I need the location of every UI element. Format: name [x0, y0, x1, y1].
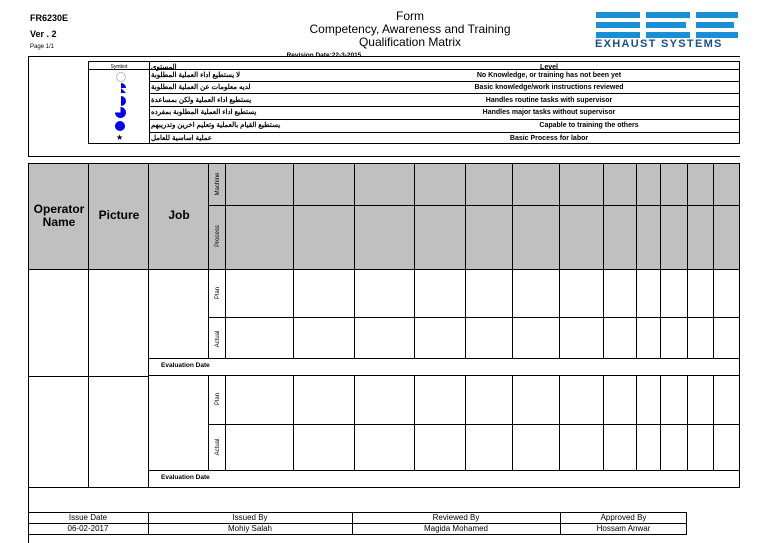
title-block: [280, 10, 540, 49]
legend-row: يستطيع اداء العملية ولكن بمساعدة Handles routine tasks with supervisor: [89, 95, 741, 106]
full-circle-icon: [115, 121, 125, 131]
legend-row: لديه معلومات عن العملية المطلوبة Basic knowledge/work instructions reviewed: [89, 82, 741, 93]
approved-by-value: Hossam Anwar: [596, 524, 651, 533]
legend-row: لا يستطيع اداء العملية المطلوبة No Knowledge, or training has not been yet: [89, 70, 741, 81]
legend-table: [88, 61, 740, 144]
machine-label: Machine: [215, 172, 221, 196]
logo-tagline: EXHAUST SYSTEMS: [595, 38, 723, 50]
half-circle-icon: [116, 96, 126, 106]
job-header: Job: [168, 208, 190, 222]
form-version: Ver . 2: [30, 29, 57, 39]
plan-label: Plan: [215, 287, 221, 300]
picture-header: Picture: [98, 208, 140, 222]
revision-date: Revision Date:22-3-2015: [286, 52, 362, 59]
matrix-grid: [28, 163, 740, 488]
reviewed-by-header: Reviewed By: [432, 513, 480, 522]
operator-name-header: Operator Name: [33, 202, 85, 229]
process-label: Process: [215, 225, 221, 247]
legend-row: يستطيع اداء العملية المطلوبة بمفرده Handles major tasks without supervisor: [89, 107, 741, 118]
reviewed-by-value: Magida Mohamed: [423, 524, 489, 533]
evaluation-date-label: Evaluation Date: [161, 362, 210, 369]
issued-by-value: Mohiy Salah: [227, 524, 273, 533]
quarter-circle-icon: [116, 83, 126, 93]
empty-circle-icon: [116, 72, 126, 82]
actual-label: Actual: [215, 330, 221, 348]
three-quarter-circle-icon: [115, 107, 126, 118]
star-icon: ★: [116, 133, 124, 142]
legend-row: يستطيع القيام بالعملية وتعليم اخرين وتدريبهم Capable to training the others: [89, 120, 741, 131]
form-code: FR6230E: [30, 13, 69, 23]
issued-by-header: Issued By: [232, 513, 268, 522]
legend-level-header: Level: [540, 64, 558, 71]
qualification-matrix: [28, 163, 740, 488]
company-logo: [594, 10, 740, 52]
actual-label: Actual: [215, 438, 221, 456]
title-main: Competency, Awareness and Training: [309, 22, 511, 36]
title-form: Form: [396, 9, 424, 23]
evaluation-date-label: Evaluation Date: [161, 474, 210, 481]
approved-by-header: Approved By: [600, 513, 647, 522]
approval-table: [28, 512, 687, 536]
legend-symbol-header: Symbot: [110, 64, 128, 70]
title-sub: Qualification Matrix: [358, 35, 462, 49]
legend-arabic-header: المستوى: [151, 64, 177, 71]
legend-row: ★ عملية اساسية للعامل Basic Process for labor: [116, 133, 589, 142]
plan-label: Plan: [215, 393, 221, 406]
issue-date-value: 06-02-2017: [67, 524, 109, 533]
issue-date-header: Issue Date: [68, 513, 108, 522]
page-number: Page 1/1: [30, 44, 55, 50]
